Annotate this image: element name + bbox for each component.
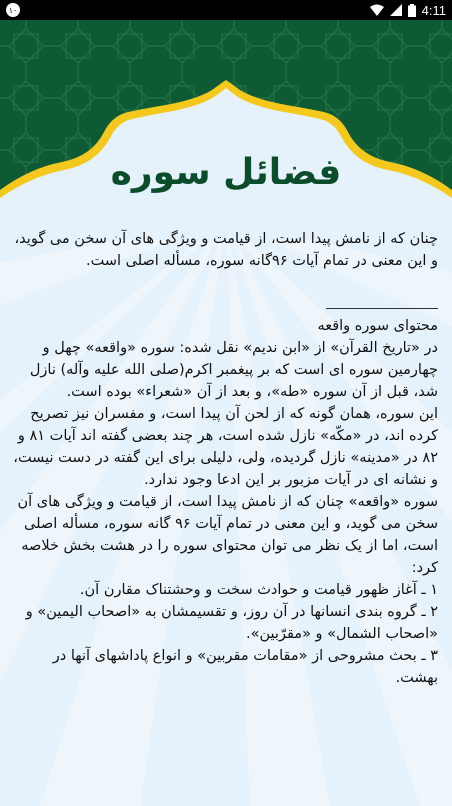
- list-item: ۳ ـ بحث مشروحی از «مقامات مقربین» و انواع پاداشهای آنها در بهشت.: [52, 648, 438, 686]
- list-item: ۱ ـ آغاز ظهور قیامت و حوادث سخت و وحشتناک مقارن آن.: [79, 582, 438, 598]
- intro-paragraph: چنان که از نامش پیدا است، از قیامت و ویژگی های آن سخن می گوید، و این معنی در تمام آیات ۹۶گانه سوره، مسأله اصلی است.: [14, 231, 438, 269]
- divider-line: [326, 308, 438, 309]
- page-title: فضائل سوره: [110, 152, 342, 193]
- list-item: ۲ ـ گروه بندی انسانها در آن روز، و تقسیمشان به «اصحاب الیمین» و «اصحاب الشمال» و «مقرّبین».: [25, 604, 438, 642]
- section-title: محتوای سوره واقعه: [317, 318, 438, 334]
- wifi-icon: [370, 4, 384, 16]
- status-left: [6, 3, 20, 17]
- status-right: [370, 3, 446, 18]
- content-body: [12, 228, 438, 788]
- status-bar: [0, 0, 452, 20]
- paragraph: سوره «واقعه» چنان که از نامش پیدا است، از قیامت و ویژگی های آن سخن می گوید، و این معنی در تمام آیات ۹۶ گانه سوره، مسأله اصلی است، اما از یک نظر می توان محتوای سوره را در هشت بخش خلاصه کرد:: [17, 494, 438, 576]
- signal-icon: [390, 4, 402, 16]
- paragraph: در «تاریخ القرآن» از «ابن ندیم» نقل شده: سوره «واقعه» چهل و چهارمین سوره ای است که بر پیغمبر اکرم(صلی الله علیه وآله) نازل شد، قبل از آن سوره «طه»، و بعد از آن «شعراء» بوده است.: [29, 340, 438, 400]
- battery-icon: [408, 4, 416, 17]
- paragraph: این سوره، همان گونه که از لحن آن پیدا است، و مفسران نیز تصریح کرده اند، در «مکّه» نازل شده است، هر چند بعضی گفته اند آیات ۸۱ و ۸۲ در «مدینه» نازل گردیده، ولی، دلیلی برای این گفته در دست نیست، و نشانه ای در آیات مزبور بر این ادعا وجود ندارد.: [13, 406, 438, 488]
- notification-badge: ۱۰: [6, 3, 20, 17]
- status-time: 4:11: [421, 2, 446, 18]
